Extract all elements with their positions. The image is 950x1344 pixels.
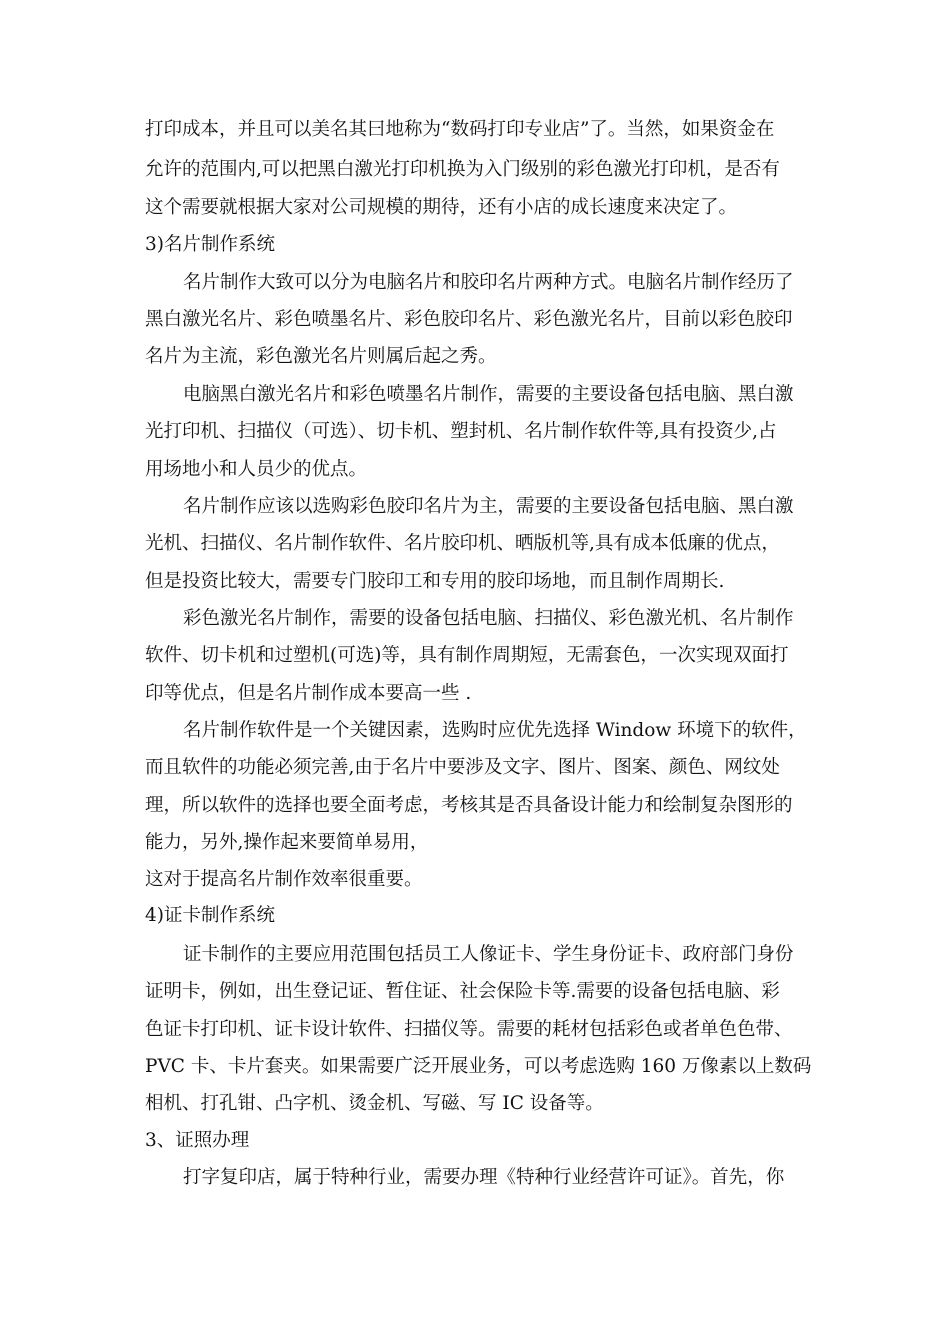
text-line: 名片制作软件是一个关键因素，选购时应优先选择 Window 环境下的软件， — [183, 720, 807, 741]
text-line: 证卡制作的主要应用范围包括员工人像证卡、学生身份证卡、政府部门身份 — [183, 944, 794, 965]
text-line: 名片制作大致可以分为电脑名片和胶印名片两种方式。电脑名片制作经历了 — [183, 272, 794, 293]
text-line: 打字复印店，属于特种行业，需要办理《特种行业经营许可证》。首先，你 — [183, 1167, 785, 1188]
text-line: 软件、切卡机和过塑机(可选)等，具有制作周期短，无需套色，一次实现双面打 — [145, 645, 789, 666]
text-line: 名片制作应该以选购彩色胶印名片为主，需要的主要设备包括电脑、黑白激 — [183, 496, 794, 517]
text-line: 用场地小和人员少的优点。 — [145, 459, 368, 480]
text-line: 这个需要就根据大家对公司规模的期待，还有小店的成长速度来决定了。 — [145, 197, 738, 218]
text-line: PVC 卡、卡片套夹。如果需要广泛开展业务，可以考虑选购 160 万像素以上数码 — [145, 1056, 812, 1077]
text-line: 相机、打孔钳、凸字机、烫金机、写磁、写 IC 设备等。 — [145, 1093, 604, 1114]
text-line: 黑白激光名片、彩色喷墨名片、彩色胶印名片、彩色激光名片，目前以彩色胶印 — [145, 309, 793, 330]
text-line: 电脑黑白激光名片和彩色喷墨名片制作，需要的主要设备包括电脑、黑白激 — [183, 384, 794, 405]
text-line: 能力，另外,操作起来要简单易用， — [145, 832, 429, 853]
text-line: 证明卡，例如，出生登记证、暂住证、社会保险卡等.需要的设备包括电脑、彩 — [145, 981, 780, 1002]
section-heading: 3)名片制作系统 — [145, 234, 275, 255]
text-line: 光机、扫描仪、名片制作软件、名片胶印机、晒版机等,具有成本低廉的优点， — [145, 533, 780, 554]
text-line: 印等优点，但是名片制作成本要高一些 . — [145, 683, 472, 704]
text-line: 这对于提高名片制作效率很重要。 — [145, 869, 423, 890]
text-line: 允许的范围内,可以把黑白激光打印机换为入门级别的彩色激光打印机，是否有 — [145, 159, 780, 180]
text-line: 打印成本，并且可以美名其曰地称为“数码打印专业店”了。当然，如果资金在 — [145, 119, 775, 140]
section-heading: 3、证照办理 — [145, 1130, 250, 1151]
text-line: 色证卡打印机、证卡设计软件、扫描仪等。需要的耗材包括彩色或者单色色带、 — [145, 1019, 793, 1040]
text-line: 名片为主流，彩色激光名片则属后起之秀。 — [145, 346, 497, 367]
text-line: 光打印机、扫描仪（可选）、切卡机、塑封机、名片制作软件等,具有投资少,占 — [145, 421, 777, 442]
text-line: 但是投资比较大，需要专门胶印工和专用的胶印场地，而且制作周期长. — [145, 571, 725, 592]
text-line: 理，所以软件的选择也要全面考虑，考核其是否具备设计能力和绘制复杂图形的 — [145, 795, 793, 816]
text-line: 而且软件的功能必须完善,由于名片中要涉及文字、图片、图案、颜色、网纹处 — [145, 757, 780, 778]
section-heading: 4)证卡制作系统 — [145, 905, 275, 926]
text-line: 彩色激光名片制作，需要的设备包括电脑、扫描仪、彩色激光机、名片制作 — [183, 608, 794, 629]
